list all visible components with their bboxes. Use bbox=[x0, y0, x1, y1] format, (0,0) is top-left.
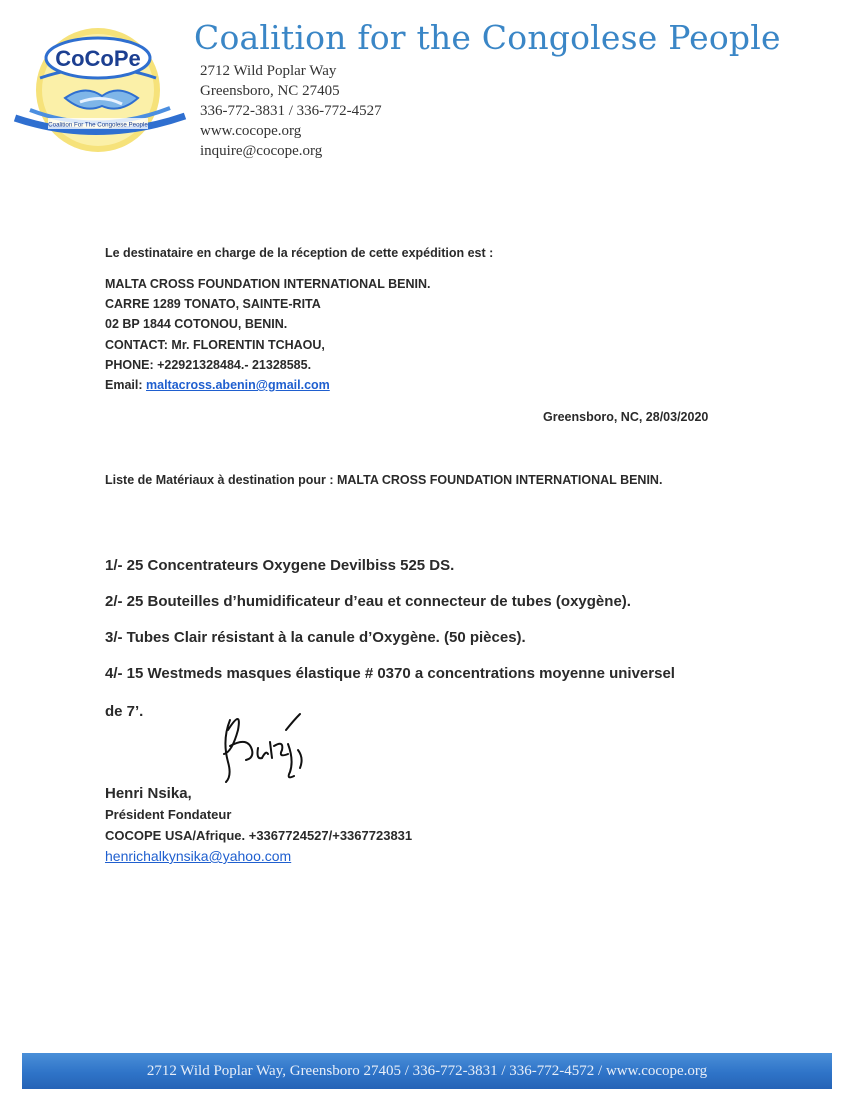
recipient-email-row bbox=[105, 375, 430, 395]
list-item: 1/- 25 Concentrateurs Oxygene Devilbiss 525 DS. bbox=[105, 557, 455, 574]
letter-date: Greensboro, NC, 28/03/2020 bbox=[543, 410, 709, 424]
signatory-email-link[interactable]: henrichalkynsika@yahoo.com bbox=[105, 848, 292, 864]
cocope-logo bbox=[10, 18, 190, 158]
signatory-title: Président Fondateur bbox=[105, 807, 232, 822]
address-line-1: 2712 Wild Poplar Way bbox=[200, 63, 337, 79]
recipient-email-label: Email: bbox=[105, 378, 143, 393]
organization-title: Coalition for the Congolese People bbox=[194, 18, 781, 57]
recipient-line-3: 02 BP 1844 COTONOU, BENIN. bbox=[105, 317, 288, 332]
list-item: 2/- 25 Bouteilles d’humidificateur d’eau et connecteur de tubes (oxygène). bbox=[105, 593, 631, 610]
list-item: 4/- 15 Westmeds masques élastique # 0370 a concentrations moyenne universel bbox=[105, 665, 675, 682]
recipient-phone: PHONE: +22921328484.- 21328585. bbox=[105, 357, 312, 372]
recipient-block bbox=[105, 274, 430, 395]
recipient-intro: Le destinataire en charge de la réception de cette expédition est : bbox=[105, 246, 494, 260]
list-item: 3/- Tubes Clair résistant à la canule d’Oxygène. (50 pièces). bbox=[105, 629, 526, 646]
recipient-line-2: CARRE 1289 TONATO, SAINTE-RITA bbox=[105, 297, 321, 312]
materials-list-title: Liste de Matériaux à destination pour : MALTA CROSS FOUNDATION INTERNATIONAL BENIN. bbox=[105, 473, 663, 487]
signatory-name: Henri Nsika, bbox=[105, 785, 192, 802]
website-text: www.cocope.org bbox=[200, 123, 302, 139]
signatory-block bbox=[105, 783, 412, 867]
recipient-email-link[interactable]: maltacross.abenin@gmail.com bbox=[146, 378, 330, 393]
logo-text: CoCoPe bbox=[55, 46, 141, 71]
address-line-2: Greensboro, NC 27405 bbox=[200, 83, 340, 99]
phone-numbers: 336-772-3831 / 336-772-4527 bbox=[200, 103, 382, 119]
signatory-org-phone: COCOPE USA/Afrique. +3367724527/+3367723831 bbox=[105, 828, 413, 843]
logo-subtext: Coalition For The Congolese People bbox=[48, 121, 148, 129]
recipient-contact: CONTACT: Mr. FLORENTIN TCHAOU, bbox=[105, 337, 325, 352]
handwritten-signature bbox=[208, 700, 313, 785]
footer-bar: 2712 Wild Poplar Way, Greensboro 27405 / 336-772-3831 / 336-772-4572 / www.cocope.org bbox=[22, 1053, 832, 1089]
organization-contact bbox=[200, 61, 382, 161]
materials-list bbox=[105, 555, 785, 737]
contact-email-text: inquire@cocope.org bbox=[200, 143, 323, 159]
list-item-continuation: de 7’. bbox=[105, 703, 144, 720]
recipient-line-1: MALTA CROSS FOUNDATION INTERNATIONAL BENIN. bbox=[105, 277, 431, 291]
